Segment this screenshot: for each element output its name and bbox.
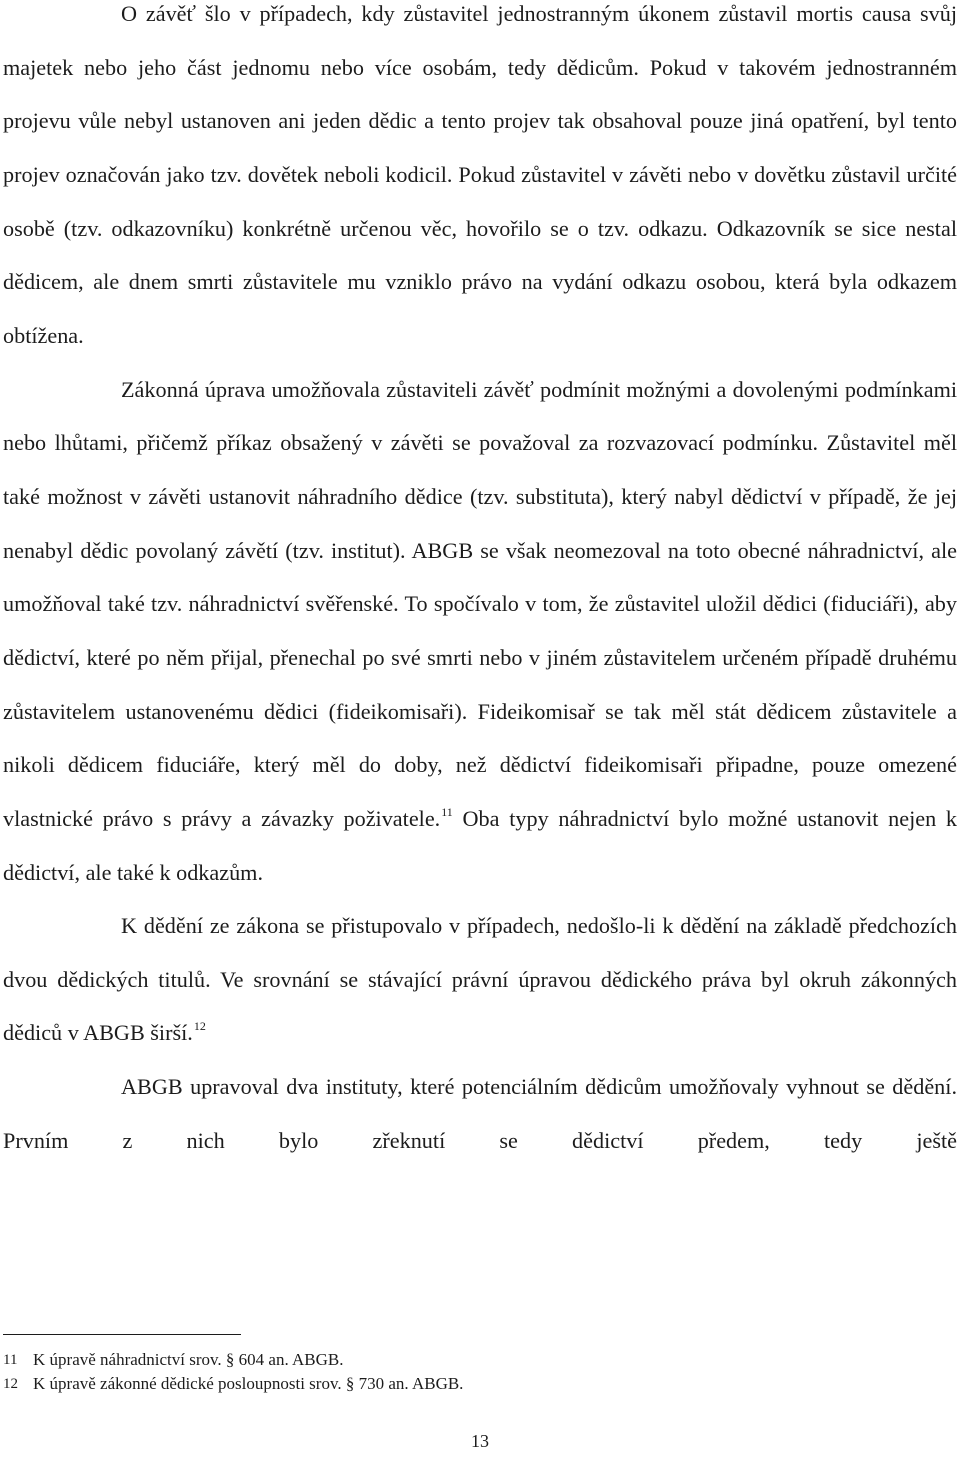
body-text (3, 0, 957, 1167)
footnote-reference-12[interactable]: 12 (193, 1019, 206, 1034)
paragraph-3-text: K dědění ze zákona se přistupovalo v případech, nedošlo-li k dědění na základě předchozích dvou dědických titulů. Ve srovnání se stávající právní úpravou dědického práva byl okruh zákonných dědiců v ABGB širší. (3, 913, 957, 1046)
footnote-text: K úpravě zákonné dědické posloupnosti srov. § 730 an. ABGB. (33, 1374, 464, 1393)
footnotes (3, 1348, 957, 1396)
footnote-11 (3, 1348, 957, 1372)
page-number: 13 (471, 1431, 489, 1451)
footnote-text: K úpravě náhradnictví srov. § 604 an. ABGB. (33, 1350, 344, 1369)
document-page (3, 0, 957, 1458)
paragraph-2-text-continued: Oba typy náhradnictví bylo možné ustanovit nejen k dědictví, ale také k odkazům. (3, 805, 958, 885)
footnote-number: 11 (3, 1352, 18, 1368)
paragraph-2 (3, 363, 957, 900)
footnote-number: 12 (3, 1376, 18, 1392)
footnote-reference-11[interactable]: 11 (441, 804, 453, 819)
footnote-separator (3, 1334, 241, 1335)
paragraph-2-text: Zákonná úprava umožňovala zůstaviteli závěť podmínit možnými a dovolenými podmínkami nebo lhůtami, přičemž příkaz obsažený v závěti se považoval za rozvazovací podmínku. Zůstavitel měl také možnost v závěti ustanovit náhradního dědice (tzv. substituta), který nabyl dědictví v případě, že jej nenabyl dědic povolaný závětí (tzv. institut). ABGB se však neomezoval na toto obecné náhradnictví, ale umožňoval také tzv. náhradnictví svěřenské. To spočívalo v tom, že zůstavitel uložil dědici (fiduciáři), aby dědictví, které po něm přijal, přenechal po své smrti nebo v jiném zůstavitelem určeném případě druhému zůstavitelem ustanovenému dědici (fideikomisaři). Fideikomisař se tak měl stát dědicem zůstavitele a nikoli dědicem fiduciáře, který měl do doby, než dědictví fideikomisaři připadne, pouze omezené vlastnické právo s právy a závazky poživatele. (3, 376, 957, 831)
paragraph-3 (3, 899, 957, 1060)
paragraph-1: O závěť šlo v případech, kdy zůstavitel jednostranným úkonem zůstavil mortis causa svůj majetek nebo jeho část jednomu nebo více osobám, tedy dědicům. Pokud v takovém jednostranném projevu vůle nebyl ustanoven ani jeden dědic a tento projev tak obsahoval pouze jiná opatření, byl tento projev označován jako tzv. dovětek neboli kodicil. Pokud zůstavitel v závěti nebo v dovětku zůstavil určité osobě (tzv. odkazovníku) konkrétně určenou věc, hovořilo se o tzv. odkazu. Odkazovník se sice nestal dědicem, ale dnem smrti zůstavitele mu vzniklo právo na vydání odkazu osobou, která byla odkazem obtížena. (3, 1, 957, 348)
paragraph-4: ABGB upravoval dva instituty, které potenciálním dědicům umožňovaly vyhnout se dědění. Prvním z nich bylo zřeknutí se dědictví předem, tedy ještě (3, 1074, 957, 1153)
footnote-12 (3, 1372, 957, 1396)
